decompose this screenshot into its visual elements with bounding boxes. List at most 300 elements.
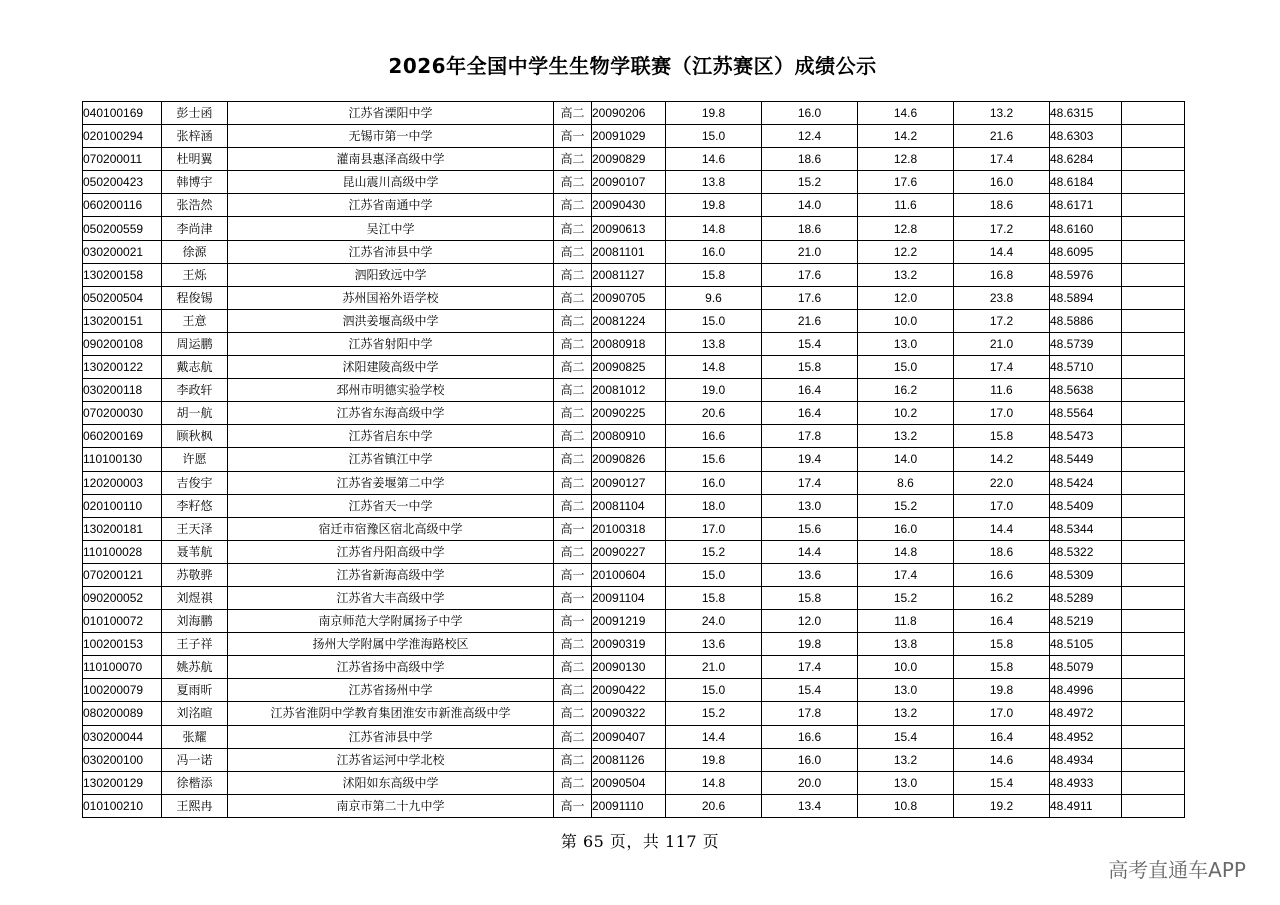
- score-1-cell: 15.0: [666, 679, 762, 702]
- candidate-id-cell: 130200122: [83, 356, 162, 379]
- score-3-cell: 10.2: [858, 402, 954, 425]
- blank-cell: [1122, 148, 1185, 171]
- school-cell: 江苏省丹阳高级中学: [228, 540, 554, 563]
- grade-cell: 高二: [554, 679, 592, 702]
- score-1-cell: 17.0: [666, 517, 762, 540]
- birthdate-cell: 20090826: [592, 448, 666, 471]
- student-name-cell: 苏敬骅: [162, 563, 228, 586]
- score-4-cell: 17.0: [954, 494, 1050, 517]
- grade-cell: 高二: [554, 332, 592, 355]
- birthdate-cell: 20090319: [592, 633, 666, 656]
- blank-cell: [1122, 240, 1185, 263]
- score-3-cell: 13.2: [858, 263, 954, 286]
- score-3-cell: 14.0: [858, 448, 954, 471]
- total-score-cell: 48.5739: [1050, 332, 1122, 355]
- score-2-cell: 12.0: [762, 610, 858, 633]
- school-cell: 江苏省沛县中学: [228, 240, 554, 263]
- school-cell: 灌南县惠泽高级中学: [228, 148, 554, 171]
- grade-cell: 高二: [554, 240, 592, 263]
- score-2-cell: 21.0: [762, 240, 858, 263]
- total-score-cell: 48.5473: [1050, 425, 1122, 448]
- score-4-cell: 21.6: [954, 125, 1050, 148]
- student-name-cell: 刘海鹏: [162, 610, 228, 633]
- score-2-cell: 15.2: [762, 171, 858, 194]
- score-3-cell: 12.0: [858, 286, 954, 309]
- birthdate-cell: 20090225: [592, 402, 666, 425]
- grade-cell: 高二: [554, 656, 592, 679]
- score-1-cell: 18.0: [666, 494, 762, 517]
- birthdate-cell: 20090825: [592, 356, 666, 379]
- school-cell: 南京市第二十九中学: [228, 794, 554, 817]
- school-cell: 江苏省新海高级中学: [228, 563, 554, 586]
- birthdate-cell: 20081101: [592, 240, 666, 263]
- score-3-cell: 12.8: [858, 148, 954, 171]
- score-2-cell: 19.4: [762, 448, 858, 471]
- grade-cell: 高一: [554, 125, 592, 148]
- total-score-cell: 48.4933: [1050, 771, 1122, 794]
- score-3-cell: 15.2: [858, 494, 954, 517]
- grade-cell: 高二: [554, 448, 592, 471]
- score-2-cell: 20.0: [762, 771, 858, 794]
- score-2-cell: 16.0: [762, 748, 858, 771]
- score-3-cell: 14.6: [858, 102, 954, 125]
- school-cell: 江苏省沛县中学: [228, 725, 554, 748]
- candidate-id-cell: 060200116: [83, 194, 162, 217]
- score-2-cell: 13.0: [762, 494, 858, 517]
- birthdate-cell: 20081012: [592, 379, 666, 402]
- blank-cell: [1122, 771, 1185, 794]
- school-cell: 邳州市明德实验学校: [228, 379, 554, 402]
- score-4-cell: 14.4: [954, 240, 1050, 263]
- blank-cell: [1122, 448, 1185, 471]
- student-name-cell: 许愿: [162, 448, 228, 471]
- score-1-cell: 24.0: [666, 610, 762, 633]
- school-cell: 无锡市第一中学: [228, 125, 554, 148]
- student-name-cell: 周运鹏: [162, 332, 228, 355]
- grade-cell: 高一: [554, 586, 592, 609]
- score-3-cell: 13.0: [858, 679, 954, 702]
- table-row: [83, 286, 1185, 309]
- school-cell: 江苏省姜堰第二中学: [228, 471, 554, 494]
- total-score-cell: 48.4972: [1050, 702, 1122, 725]
- score-1-cell: 16.0: [666, 240, 762, 263]
- table-row: [83, 402, 1185, 425]
- score-2-cell: 14.0: [762, 194, 858, 217]
- student-name-cell: 程俊锡: [162, 286, 228, 309]
- grade-cell: 高一: [554, 610, 592, 633]
- candidate-id-cell: 050200423: [83, 171, 162, 194]
- score-2-cell: 15.6: [762, 517, 858, 540]
- total-score-cell: 48.6303: [1050, 125, 1122, 148]
- score-3-cell: 12.8: [858, 217, 954, 240]
- table-row: [83, 148, 1185, 171]
- total-score-cell: 48.5344: [1050, 517, 1122, 540]
- score-3-cell: 13.2: [858, 748, 954, 771]
- score-3-cell: 16.2: [858, 379, 954, 402]
- table-row: [83, 125, 1185, 148]
- student-name-cell: 张浩然: [162, 194, 228, 217]
- score-4-cell: 16.8: [954, 263, 1050, 286]
- score-4-cell: 17.2: [954, 309, 1050, 332]
- score-1-cell: 13.8: [666, 171, 762, 194]
- school-cell: 江苏省天一中学: [228, 494, 554, 517]
- score-1-cell: 15.0: [666, 563, 762, 586]
- school-cell: 江苏省溧阳中学: [228, 102, 554, 125]
- grade-cell: 高二: [554, 194, 592, 217]
- score-4-cell: 14.2: [954, 448, 1050, 471]
- student-name-cell: 张梓涵: [162, 125, 228, 148]
- score-1-cell: 20.6: [666, 794, 762, 817]
- total-score-cell: 48.5894: [1050, 286, 1122, 309]
- school-cell: 江苏省大丰高级中学: [228, 586, 554, 609]
- table-row: [83, 563, 1185, 586]
- score-3-cell: 13.0: [858, 771, 954, 794]
- table-row: [83, 471, 1185, 494]
- student-name-cell: 刘煜祺: [162, 586, 228, 609]
- candidate-id-cell: 080200089: [83, 702, 162, 725]
- grade-cell: 高二: [554, 171, 592, 194]
- score-1-cell: 16.0: [666, 471, 762, 494]
- table-row: [83, 379, 1185, 402]
- score-3-cell: 14.8: [858, 540, 954, 563]
- candidate-id-cell: 010100210: [83, 794, 162, 817]
- table-row: [83, 240, 1185, 263]
- school-cell: 沭阳如东高级中学: [228, 771, 554, 794]
- score-3-cell: 10.0: [858, 309, 954, 332]
- student-name-cell: 王烁: [162, 263, 228, 286]
- student-name-cell: 聂苇航: [162, 540, 228, 563]
- candidate-id-cell: 030200100: [83, 748, 162, 771]
- total-score-cell: 48.5710: [1050, 356, 1122, 379]
- score-4-cell: 15.8: [954, 656, 1050, 679]
- birthdate-cell: 20090422: [592, 679, 666, 702]
- school-cell: 江苏省启东中学: [228, 425, 554, 448]
- birthdate-cell: 20090705: [592, 286, 666, 309]
- birthdate-cell: 20090613: [592, 217, 666, 240]
- blank-cell: [1122, 748, 1185, 771]
- blank-cell: [1122, 356, 1185, 379]
- table-row: [83, 610, 1185, 633]
- grade-cell: 高二: [554, 748, 592, 771]
- candidate-id-cell: 100200079: [83, 679, 162, 702]
- score-4-cell: 14.4: [954, 517, 1050, 540]
- table-row: [83, 356, 1185, 379]
- score-3-cell: 10.8: [858, 794, 954, 817]
- score-1-cell: 15.8: [666, 263, 762, 286]
- table-row: [83, 217, 1185, 240]
- total-score-cell: 48.6315: [1050, 102, 1122, 125]
- total-score-cell: 48.5976: [1050, 263, 1122, 286]
- score-3-cell: 12.2: [858, 240, 954, 263]
- total-score-cell: 48.4934: [1050, 748, 1122, 771]
- school-cell: 昆山震川高级中学: [228, 171, 554, 194]
- student-name-cell: 王子祥: [162, 633, 228, 656]
- table-row: [83, 425, 1185, 448]
- score-2-cell: 16.4: [762, 379, 858, 402]
- blank-cell: [1122, 494, 1185, 517]
- score-2-cell: 18.6: [762, 217, 858, 240]
- score-2-cell: 15.4: [762, 679, 858, 702]
- blank-cell: [1122, 679, 1185, 702]
- blank-cell: [1122, 633, 1185, 656]
- table-row: [83, 540, 1185, 563]
- table-row: [83, 448, 1185, 471]
- grade-cell: 高二: [554, 148, 592, 171]
- score-3-cell: 14.2: [858, 125, 954, 148]
- score-4-cell: 18.6: [954, 194, 1050, 217]
- blank-cell: [1122, 125, 1185, 148]
- total-score-cell: 48.6184: [1050, 171, 1122, 194]
- score-1-cell: 21.0: [666, 656, 762, 679]
- scores-table: [82, 101, 1185, 818]
- candidate-id-cell: 110100028: [83, 540, 162, 563]
- school-cell: 江苏省扬州中学: [228, 679, 554, 702]
- blank-cell: [1122, 171, 1185, 194]
- score-1-cell: 19.0: [666, 379, 762, 402]
- score-2-cell: 15.8: [762, 356, 858, 379]
- table-row: [83, 702, 1185, 725]
- score-3-cell: 13.2: [858, 425, 954, 448]
- score-3-cell: 15.2: [858, 586, 954, 609]
- student-name-cell: 张耀: [162, 725, 228, 748]
- grade-cell: 高二: [554, 494, 592, 517]
- score-1-cell: 15.0: [666, 125, 762, 148]
- score-1-cell: 13.8: [666, 332, 762, 355]
- score-4-cell: 17.4: [954, 148, 1050, 171]
- score-2-cell: 14.4: [762, 540, 858, 563]
- student-name-cell: 彭士函: [162, 102, 228, 125]
- score-1-cell: 16.6: [666, 425, 762, 448]
- table-row: [83, 794, 1185, 817]
- birthdate-cell: 20091029: [592, 125, 666, 148]
- birthdate-cell: 20090130: [592, 656, 666, 679]
- blank-cell: [1122, 332, 1185, 355]
- school-cell: 南京师范大学附属扬子中学: [228, 610, 554, 633]
- grade-cell: 高二: [554, 471, 592, 494]
- blank-cell: [1122, 794, 1185, 817]
- grade-cell: 高二: [554, 425, 592, 448]
- score-1-cell: 14.8: [666, 771, 762, 794]
- score-4-cell: 16.6: [954, 563, 1050, 586]
- student-name-cell: 王天泽: [162, 517, 228, 540]
- grade-cell: 高二: [554, 102, 592, 125]
- birthdate-cell: 20090227: [592, 540, 666, 563]
- total-score-cell: 48.5219: [1050, 610, 1122, 633]
- candidate-id-cell: 090200108: [83, 332, 162, 355]
- table-row: [83, 332, 1185, 355]
- total-score-cell: 48.6284: [1050, 148, 1122, 171]
- blank-cell: [1122, 540, 1185, 563]
- school-cell: 沭阳建陵高级中学: [228, 356, 554, 379]
- student-name-cell: 徐楷添: [162, 771, 228, 794]
- school-cell: 泗阳致远中学: [228, 263, 554, 286]
- table-row: [83, 586, 1185, 609]
- school-cell: 吴江中学: [228, 217, 554, 240]
- school-cell: 苏州国裕外语学校: [228, 286, 554, 309]
- candidate-id-cell: 070200121: [83, 563, 162, 586]
- score-3-cell: 11.6: [858, 194, 954, 217]
- score-3-cell: 8.6: [858, 471, 954, 494]
- score-2-cell: 18.6: [762, 148, 858, 171]
- birthdate-cell: 20091219: [592, 610, 666, 633]
- grade-cell: 高二: [554, 286, 592, 309]
- score-4-cell: 16.4: [954, 725, 1050, 748]
- total-score-cell: 48.5564: [1050, 402, 1122, 425]
- table-row: [83, 494, 1185, 517]
- candidate-id-cell: 010100072: [83, 610, 162, 633]
- score-1-cell: 14.6: [666, 148, 762, 171]
- score-2-cell: 15.4: [762, 332, 858, 355]
- score-4-cell: 15.4: [954, 771, 1050, 794]
- score-1-cell: 14.8: [666, 356, 762, 379]
- table-row: [83, 771, 1185, 794]
- school-cell: 江苏省东海高级中学: [228, 402, 554, 425]
- score-1-cell: 15.0: [666, 309, 762, 332]
- blank-cell: [1122, 102, 1185, 125]
- table-row: [83, 679, 1185, 702]
- school-cell: 扬州大学附属中学淮海路校区: [228, 633, 554, 656]
- birthdate-cell: 20090127: [592, 471, 666, 494]
- total-score-cell: 48.5079: [1050, 656, 1122, 679]
- grade-cell: 高二: [554, 217, 592, 240]
- table-row: [83, 748, 1185, 771]
- candidate-id-cell: 130200151: [83, 309, 162, 332]
- grade-cell: 高一: [554, 794, 592, 817]
- student-name-cell: 顾秋枫: [162, 425, 228, 448]
- total-score-cell: 48.5409: [1050, 494, 1122, 517]
- student-name-cell: 胡一航: [162, 402, 228, 425]
- score-4-cell: 14.6: [954, 748, 1050, 771]
- score-4-cell: 16.2: [954, 586, 1050, 609]
- candidate-id-cell: 060200169: [83, 425, 162, 448]
- candidate-id-cell: 130200158: [83, 263, 162, 286]
- candidate-id-cell: 050200559: [83, 217, 162, 240]
- total-score-cell: 48.5309: [1050, 563, 1122, 586]
- student-name-cell: 徐源: [162, 240, 228, 263]
- score-4-cell: 15.8: [954, 633, 1050, 656]
- school-cell: 江苏省镇江中学: [228, 448, 554, 471]
- student-name-cell: 杜明翼: [162, 148, 228, 171]
- blank-cell: [1122, 517, 1185, 540]
- student-name-cell: 王意: [162, 309, 228, 332]
- total-score-cell: 48.5424: [1050, 471, 1122, 494]
- birthdate-cell: 20090829: [592, 148, 666, 171]
- score-1-cell: 20.6: [666, 402, 762, 425]
- score-1-cell: 15.8: [666, 586, 762, 609]
- grade-cell: 高二: [554, 702, 592, 725]
- score-1-cell: 15.2: [666, 702, 762, 725]
- table-row: [83, 517, 1185, 540]
- score-3-cell: 13.8: [858, 633, 954, 656]
- score-4-cell: 18.6: [954, 540, 1050, 563]
- score-4-cell: 22.0: [954, 471, 1050, 494]
- blank-cell: [1122, 471, 1185, 494]
- score-2-cell: 17.4: [762, 656, 858, 679]
- total-score-cell: 48.5105: [1050, 633, 1122, 656]
- candidate-id-cell: 100200153: [83, 633, 162, 656]
- grade-cell: 高二: [554, 633, 592, 656]
- score-3-cell: 10.0: [858, 656, 954, 679]
- total-score-cell: 48.6171: [1050, 194, 1122, 217]
- student-name-cell: 夏雨昕: [162, 679, 228, 702]
- score-4-cell: 21.0: [954, 332, 1050, 355]
- score-1-cell: 19.8: [666, 748, 762, 771]
- student-name-cell: 冯一诺: [162, 748, 228, 771]
- score-2-cell: 16.6: [762, 725, 858, 748]
- student-name-cell: 吉俊宇: [162, 471, 228, 494]
- birthdate-cell: 20100604: [592, 563, 666, 586]
- candidate-id-cell: 130200129: [83, 771, 162, 794]
- score-4-cell: 16.4: [954, 610, 1050, 633]
- student-name-cell: 王熙冉: [162, 794, 228, 817]
- total-score-cell: 48.5886: [1050, 309, 1122, 332]
- birthdate-cell: 20090504: [592, 771, 666, 794]
- table-row: [83, 263, 1185, 286]
- candidate-id-cell: 110100130: [83, 448, 162, 471]
- score-3-cell: 13.0: [858, 332, 954, 355]
- score-4-cell: 23.8: [954, 286, 1050, 309]
- birthdate-cell: 20091104: [592, 586, 666, 609]
- grade-cell: 高一: [554, 563, 592, 586]
- school-cell: 江苏省南通中学: [228, 194, 554, 217]
- score-1-cell: 9.6: [666, 286, 762, 309]
- total-score-cell: 48.5638: [1050, 379, 1122, 402]
- birthdate-cell: 20090206: [592, 102, 666, 125]
- student-name-cell: 刘洺暄: [162, 702, 228, 725]
- scores-table-body: [83, 102, 1185, 818]
- birthdate-cell: 20090322: [592, 702, 666, 725]
- grade-cell: 高二: [554, 263, 592, 286]
- score-2-cell: 17.4: [762, 471, 858, 494]
- score-2-cell: 19.8: [762, 633, 858, 656]
- student-name-cell: 李政轩: [162, 379, 228, 402]
- candidate-id-cell: 030200044: [83, 725, 162, 748]
- page-number: 第 65 页，共 117 页: [560, 832, 720, 851]
- grade-cell: 高二: [554, 379, 592, 402]
- candidate-id-cell: 090200052: [83, 586, 162, 609]
- table-row: [83, 194, 1185, 217]
- total-score-cell: 48.4952: [1050, 725, 1122, 748]
- blank-cell: [1122, 217, 1185, 240]
- student-name-cell: 李籽悠: [162, 494, 228, 517]
- score-2-cell: 16.0: [762, 102, 858, 125]
- school-cell: 江苏省运河中学北校: [228, 748, 554, 771]
- candidate-id-cell: 020100294: [83, 125, 162, 148]
- score-2-cell: 15.8: [762, 586, 858, 609]
- blank-cell: [1122, 286, 1185, 309]
- school-cell: 宿迁市宿豫区宿北高级中学: [228, 517, 554, 540]
- score-4-cell: 19.8: [954, 679, 1050, 702]
- score-2-cell: 17.8: [762, 702, 858, 725]
- blank-cell: [1122, 309, 1185, 332]
- total-score-cell: 48.4996: [1050, 679, 1122, 702]
- score-3-cell: 17.6: [858, 171, 954, 194]
- school-cell: 泗洪姜堰高级中学: [228, 309, 554, 332]
- score-1-cell: 14.4: [666, 725, 762, 748]
- birthdate-cell: 20081224: [592, 309, 666, 332]
- total-score-cell: 48.4911: [1050, 794, 1122, 817]
- birthdate-cell: 20081127: [592, 263, 666, 286]
- school-cell: 江苏省扬中高级中学: [228, 656, 554, 679]
- school-cell: 江苏省淮阴中学教育集团淮安市新淮高级中学: [228, 702, 554, 725]
- school-cell: 江苏省射阳中学: [228, 332, 554, 355]
- grade-cell: 高二: [554, 540, 592, 563]
- score-4-cell: 15.8: [954, 425, 1050, 448]
- candidate-id-cell: 130200181: [83, 517, 162, 540]
- grade-cell: 高二: [554, 725, 592, 748]
- grade-cell: 高二: [554, 356, 592, 379]
- grade-cell: 高二: [554, 402, 592, 425]
